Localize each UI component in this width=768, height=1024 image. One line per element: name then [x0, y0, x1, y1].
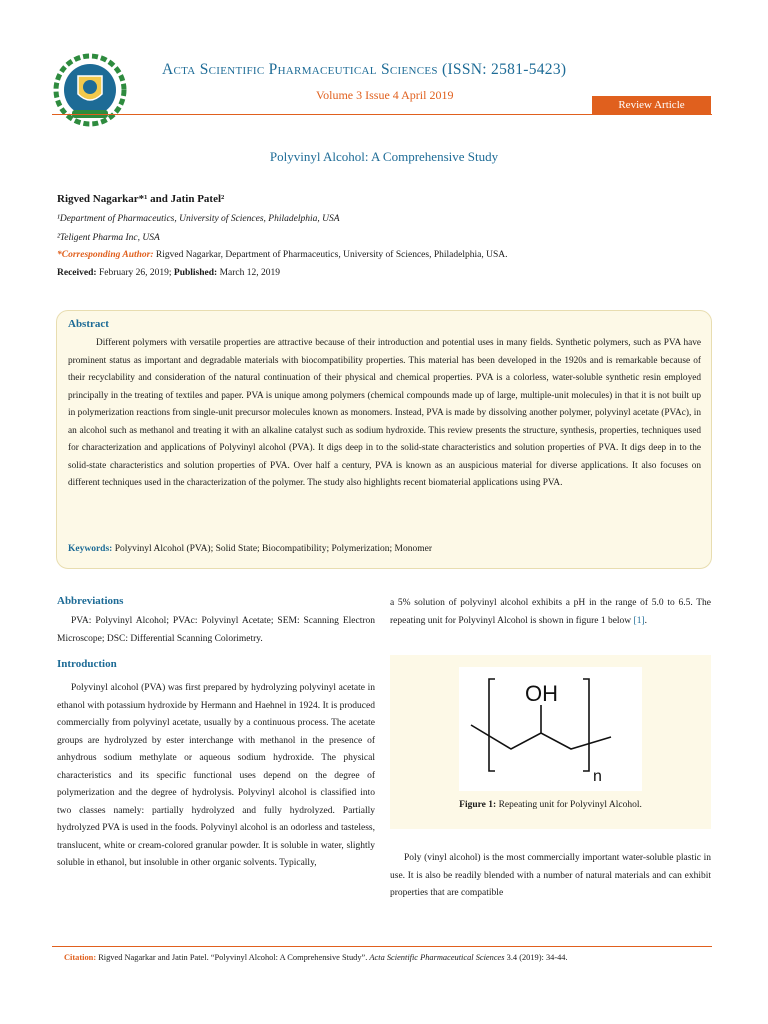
citation-text: Rigved Nagarkar and Jatin Patel. “Polyvinyl Alcohol: A Comprehensive Study”. [96, 953, 370, 962]
reference-link[interactable]: [1] [633, 615, 645, 626]
abbreviations-heading: Abbreviations [57, 595, 124, 607]
figure-caption [390, 800, 711, 810]
figure-caption-text: Repeating unit for Polyvinyl Alcohol. [496, 800, 642, 810]
keywords-label: Keywords: [68, 544, 113, 554]
footer-divider [52, 946, 712, 947]
oh-label: OH [525, 681, 558, 706]
header-divider [52, 114, 712, 115]
journal-logo [52, 52, 128, 128]
corresponding-author [57, 250, 507, 260]
introduction-heading: Introduction [57, 658, 117, 670]
affiliation-2: ²Teligent Pharma Inc, USA [57, 233, 160, 243]
published-date: March 12, 2019 [217, 268, 280, 278]
abstract-heading: Abstract [68, 318, 109, 330]
received-date: February 26, 2019; [96, 268, 172, 278]
article-type-badge: Review Article [592, 96, 711, 115]
figure-label: Figure 1: [459, 800, 497, 810]
citation-journal: Acta Scientific Pharmaceutical Sciences [369, 953, 505, 962]
authors: Rigved Nagarkar*¹ and Jatin Patel² [57, 193, 225, 205]
n-label: n [593, 768, 602, 785]
journal-title: Acta Scientific Pharmaceutical Sciences (ISSN: 2581-5423) [162, 61, 567, 78]
right-para-1-end: . [644, 615, 647, 626]
introduction-text: Polyvinyl alcohol (PVA) was first prepared by hydrolyzing polyvinyl acetate in ethanol with potassium hydroxide by Hermann and Haehnel in 1924. It is produced commercially from polyvinyl acetate, usually by a continuous process. The acetate groups are hydrolyzed by ester interchange with methanol in the presence of anhydrous sodium methylate or aqueous sodium hydroxide. The physical characteristics and its specific functional uses depend on the degree of polymerization and the degree of hydrolysis. Polyvinyl alcohol is classified into two classes namely: partially hydrolyzed and fully hydrolyzed. Partially hydrolyzed PVA is used in the foods. Polyvinyl alcohol is an odorless and tasteless, translucent, white or cream-colored granular powder. It is soluble in water, slightly soluble in ethanol, but insoluble in other organic solvents. Typically, [57, 683, 375, 868]
received-label: Received: [57, 268, 97, 278]
issue-info: Volume 3 Issue 4 April 2019 [316, 88, 454, 102]
abbreviations-text: PVA: Polyvinyl Alcohol; PVAc: Polyvinyl Acetate; SEM: Scanning Electron Microscope; DSC: Differential Scanning Colorimetry. [57, 616, 375, 644]
keywords [68, 544, 432, 554]
dates [57, 268, 280, 278]
paper-title: Polyvinyl Alcohol: A Comprehensive Study [269, 149, 499, 164]
published-label: Published: [171, 268, 218, 278]
right-para-1-text: a 5% solution of polyvinyl alcohol exhibits a pH in the range of 5.0 to 6.5. The repeating unit for Polyvinyl Alcohol is shown in figure 1 below [390, 598, 711, 626]
corresponding-text: Rigved Nagarkar, Department of Pharmaceutics, University of Sciences, Philadelphia, USA. [153, 250, 508, 260]
abstract-body: Different polymers with versatile properties are attractive because of their introduction and potential uses in many fields. Synthetic polymers, such as PVA have prominent status as important and degradable materials with biocompatibility properties. This material has been developed in the 1920s and is remarkable because of their recyclability and consideration of the natural continuation of their physical and chemical properties. PVA is a colorless, water-soluble synthetic resin employed principally in the treating of textiles and paper. PVA is unique among polymers (chemical compounds made up of large, multiple-unit molecules) in that it is not built up in polymerization reactions from single-unit precursor molecules known as monomers. Instead, PVA is made by dissolving another polymer, polyvinyl acetate (PVAc), in an alcohol such as methanol and treating it with an alkaline catalyst such as sodium hydroxide. This review presents the structure, synthesis, properties, techniques used for characterization and applications of Polyvinyl alcohol (PVA). It digs deep in to the solid-state characteristics and solution properties of PVA. It digs deep in to the solid-state characteristics and solution properties of PVA. Over half a century, PVA is known as an auspicious material for diverse applications. It also focuses on different techniques used in the characterization of the polymer. The study also highlights recent biomaterial applications using PVA. [68, 338, 701, 488]
right-para-2: Poly (vinyl alcohol) is the most commercially important water-soluble plastic in use. It is also be readily blended with a number of natural materials and can exhibit properties that are compatible [390, 853, 711, 898]
affiliation-1: ¹Department of Pharmaceutics, University of Sciences, Philadelphia, USA [57, 214, 340, 224]
citation [64, 953, 714, 962]
corresponding-label: *Corresponding Author: [57, 250, 154, 260]
citation-label: Citation: [64, 953, 97, 962]
citation-end: 3.4 (2019): 34-44. [504, 953, 568, 962]
pva-structure-figure [459, 667, 642, 791]
right-para-1 [390, 595, 711, 630]
keywords-text: Polyvinyl Alcohol (PVA); Solid State; Biocompatibility; Polymerization; Monomer [112, 544, 432, 554]
